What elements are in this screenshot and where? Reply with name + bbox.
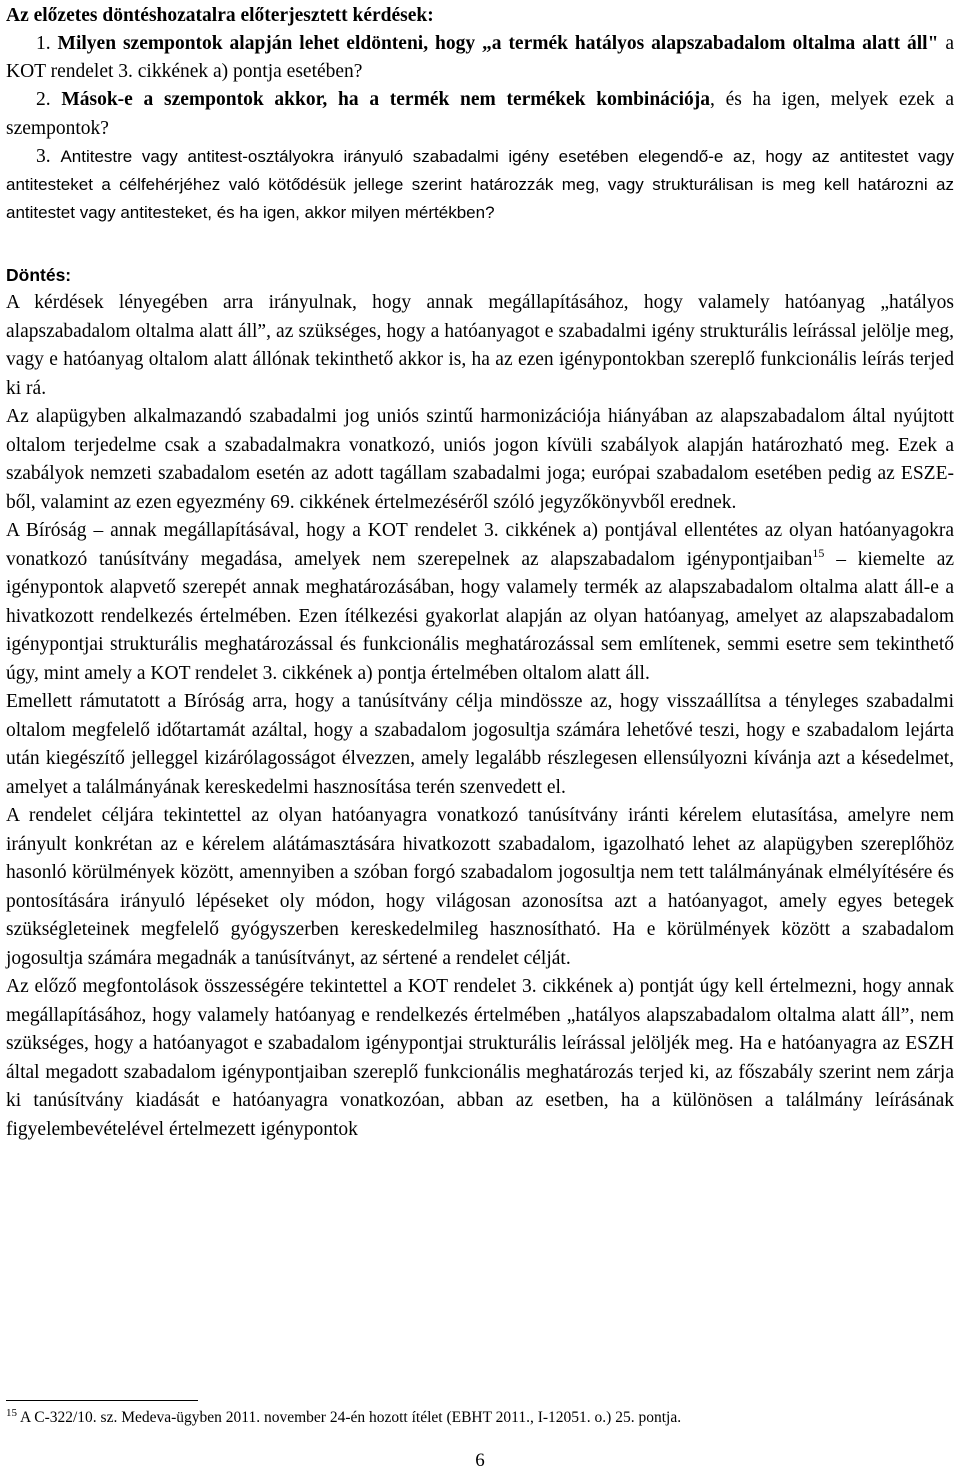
question-number: 1. — [36, 33, 51, 54]
question-number: 3. — [36, 145, 51, 167]
footnote-reference: 15 — [812, 545, 825, 560]
question-1 — [6, 30, 954, 86]
paragraph-text: – kiemelte az igénypontok alapvető szerepét annak meghatározásában, hogy valamely termék az alapszabadalom oltalma alatt áll-e a hivatkozott rendelkezés értelmében. Ezen ítélkezési gyakorlat alapján az olyan hatóanyag, amelyet az alapszabadalom igénypontjai strukturális meghatározással és funkcionális meghatározással sem említenek, semmi esetre sem tekinthető úgy, mint amely a KOT rendelet 3. cikkének a) pontja értelmében oltalom alatt áll. — [6, 548, 955, 684]
questions-heading: Az előzetes döntéshozatalra előterjesztett kérdések: — [6, 5, 434, 26]
question-text: a KOT rendelet 3. cikkének a) pontja esetében? — [6, 33, 954, 83]
question-text: , és ha igen, melyek ezek a szempontok? — [6, 89, 954, 139]
decision-paragraph: Az alapügyben alkalmazandó szabadalmi jog uniós szintű harmonizációja hiányában az alapszabadalom által nyújtott oltalom terjedelme csak a szabadalmakra vonatkozó, uniós jogon kívüli szabályok alapján határozható meg. Ezek a szabályok nemzeti szabadalom esetén az adott tagállam szabadalmi joga; európai szabadalom esetében pedig az ESZE-ből, valamint az ezen egyezmény 69. cikkének értelmezéséről szóló jegyzőkönyvből erednek. — [6, 406, 954, 513]
document-page — [6, 0, 954, 1144]
question-2 — [6, 86, 954, 142]
footnote-text: A C-322/10. sz. Medeva-ügyben 2011. november 24-én hozott ítélet (EBHT 2011., I-12051. o.) 25. pontja. — [17, 1409, 682, 1426]
decision-paragraph: A kérdések lényegében arra irányulnak, hogy annak megállapításához, hogy valamely hatóanyag „hatályos alapszabadalom oltalma alatt áll”, az szükséges, hogy a hatóanyagot e szabadalmi igény strukturális leírással jelölje meg, vagy e hatóanyag oltalom alatt állónak tekinthető akkor is, ha az ezen igénypontokban szereplő funkcionális leírás terjed ki rá. — [6, 292, 954, 399]
question-text: Antitestre vagy antitest-osztályokra irányuló szabadalmi igény esetében elegendő-e az, hogy az antitestet vagy antitesteket a célfehérjéhez való kötődésük jellege szerint határozzák meg, vagy strukturálisan is meg kell határozni az antitestet vagy antitesteket, és ha igen, akkor milyen mértékben? — [6, 146, 954, 223]
footnote-divider — [6, 1400, 198, 1401]
decision-label: Döntés: — [6, 265, 72, 286]
page-number: 6 — [475, 1450, 485, 1471]
decision-paragraph: Emellett rámutatott a Bíróság arra, hogy a tanúsítvány célja mindössze az, hogy visszaállítsa a tényleges szabadalmi oltalom megfelelő időtartamát azáltal, hogy a szabadalom jogosultja számára lehetővé teszi, hogy e szabadalom lejárta után kiegészítő jelleggel kizárólagosságot élvezzen, amely legalább részlegesen ellensúlyozni kívánja azt a késedelmet, amelyet a találmányának kereskedelmi hasznosítása terén szenvedett el. — [6, 691, 954, 798]
decision-paragraph: Az előző megfontolások összességére tekintettel a KOT rendelet 3. cikkének a) pontját úgy kell értelmezni, hogy annak megállapításához, hogy valamely hatóanyag e rendelkezés értelmében „hatályos alapszabadalom oltalma alatt áll”, nem szükséges, hogy a hatóanyagot e szabadalom igénypontjai strukturális leírással jelöljék meg. Ha e hatóanyagra az ESZH által megadott szabadalom igénypontjaiban szereplő funkcionális meghatározás terjed ki, az főszabály szerint nem zárja ki tanúsítvány kiadását e hatóanyagra vonatkozóan, abban az esetben, ha a különösen a találmány leírásának figyelembevételével értelmezett igénypontok — [6, 976, 954, 1140]
footnote-marker: 15 — [6, 1407, 17, 1419]
question-3 — [6, 143, 954, 228]
question-number: 2. — [36, 89, 51, 111]
decision-paragraph — [6, 517, 954, 688]
paragraph-text: A Bíróság – annak megállapításával, hogy a KOT rendelet 3. cikkének a) pontjával ellentétes az olyan hatóanyagokra vonatkozó tanúsítvány megadása, amelyek nem szerepelnek az alapszabadalom igénypontjaiban — [6, 520, 954, 570]
footnote — [6, 1408, 954, 1428]
question-bold-text: Milyen szempontok alapján lehet eldönteni, hogy „a termék hatályos alapszabadalom oltalma alatt áll" — [57, 33, 939, 54]
decision-paragraph: A rendelet céljára tekintettel az olyan hatóanyagra vonatkozó tanúsítvány iránti kérelem elutasítása, amelyre nem irányult konkrétan az e kérelem alátámasztására hivatkozott szabadalom, igazolható lehet az alapügyben szereplőhöz hasonló körülmények között, amennyiben a szóban forgó szabadalom jogosultja nem tett találmányának elmélyítésére és pontosítására irányuló lépéseket oly módon, hogy világosan azonosítsa azt a hatóanyagot, amely egyes betegek szükségleteinek megfelelő gyógyszerben kereskedelmileg hasznosítható. Ha e körülmények között a szabadalom jogosultja számára megadnák a tanúsítványt, az sértené a rendelet célját. — [6, 805, 954, 969]
question-bold-text: Mások-e a szempontok akkor, ha a termék nem termékek kombinációja — [61, 89, 710, 111]
